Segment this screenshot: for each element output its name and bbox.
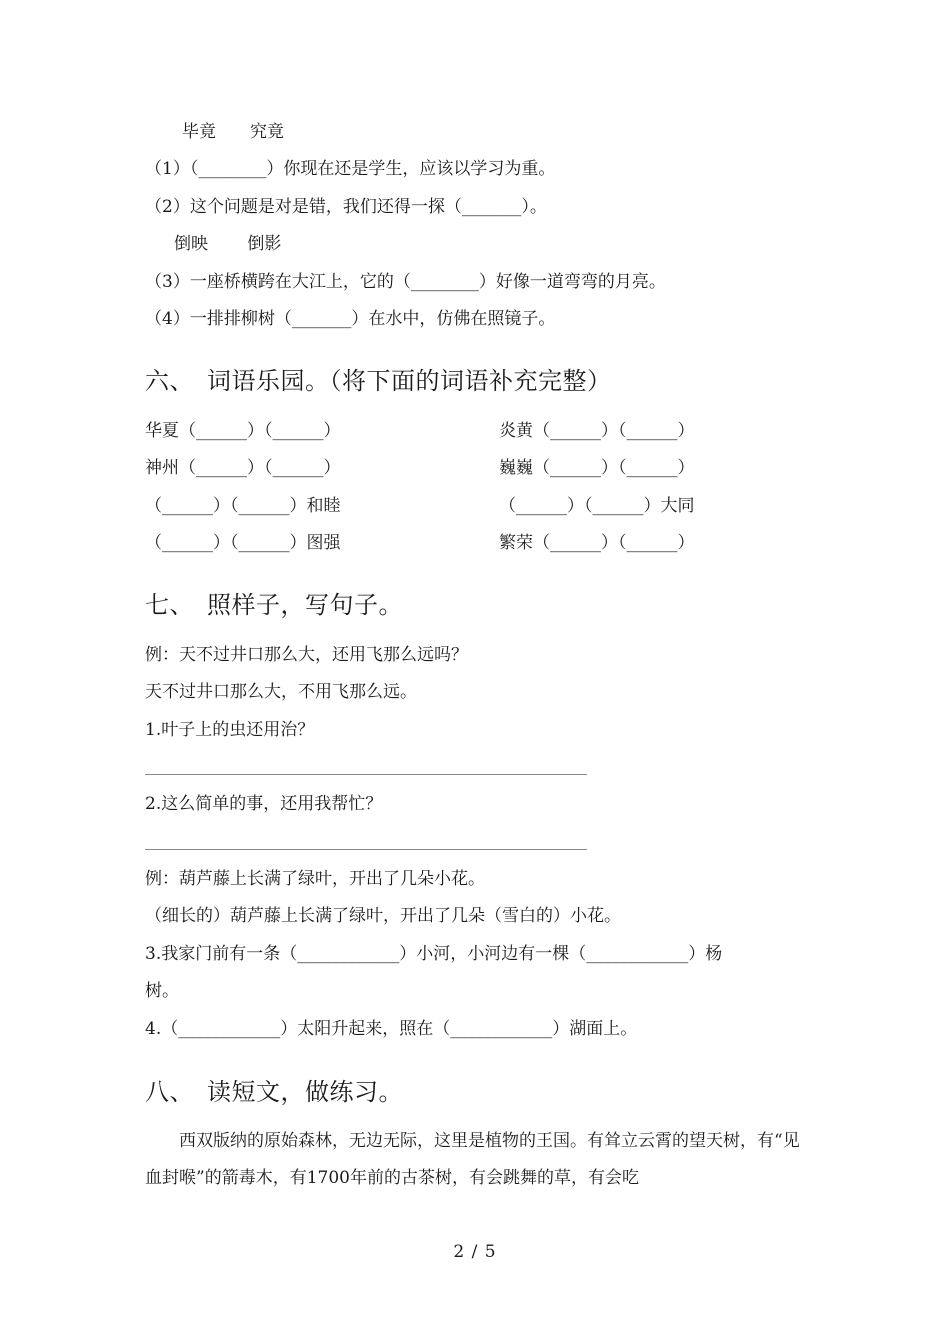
- example-1-answer: 天不过井口那么大，不用飞那么远。: [145, 682, 417, 702]
- question-2: （2）这个问题是对是错，我们还得一探（_______）。: [145, 197, 547, 217]
- question-3: （3）一座桥横跨在大江上，它的（________）好像一道弯弯的月亮。: [145, 272, 666, 292]
- idiom-left-1: 华夏（______）（______）: [145, 421, 341, 441]
- answer-line-2[interactable]: [145, 849, 587, 850]
- idiom-left-4: （______）（______）图强: [145, 533, 341, 553]
- answer-line-1[interactable]: [145, 774, 587, 775]
- word-choice-pair-2: 倒映 倒影: [174, 234, 282, 254]
- question-1: （1）（________）你现在还是学生，应该以学习为重。: [145, 159, 556, 179]
- section-6-title: 词语乐园。（将下面的词语补充完整）: [207, 367, 612, 395]
- rewrite-question-3-line-1: 3.我家门前有一条（____________）小河，小河边有一棵（____________）杨: [145, 944, 723, 964]
- rewrite-question-3: [145, 942, 795, 966]
- section-7-heading: [145, 589, 403, 621]
- idiom-left-2: 神州（______）（______）: [145, 458, 341, 478]
- idiom-right-4: 繁荣（______）（______）: [499, 533, 695, 553]
- idiom-right-3: （______）（______）大同: [499, 496, 695, 516]
- idiom-right-1: 炎黄（______）（______）: [499, 421, 695, 441]
- section-6-number: 六、: [145, 367, 194, 395]
- example-2-question: 例：葫芦藤上长满了绿叶，开出了几朵小花。: [145, 869, 485, 889]
- section-8-title: 读短文，做练习。: [207, 1078, 403, 1106]
- example-1-question: 例：天不过井口那么大，还用飞那么远吗？: [145, 645, 468, 665]
- section-8-heading: [145, 1076, 403, 1108]
- section-7-number: 七、: [145, 591, 194, 619]
- reading-passage: 西双版纳的原始森林，无边无际，这里是植物的王国。有耸立云霄的望天树，有“见血封喉”的箭毒木，有1700年前的古茶树，有会跳舞的草，有会吃: [145, 1131, 800, 1188]
- example-2-answer: （细长的）葫芦藤上长满了绿叶，开出了几朵（雪白的）小花。: [145, 906, 621, 926]
- section-7-title: 照样子，写句子。: [207, 591, 403, 619]
- section-8-number: 八、: [145, 1078, 194, 1106]
- page-number: 2 / 5: [453, 1242, 497, 1262]
- rewrite-question-4: 4.（____________）太阳升起来，照在（____________）湖面上。: [145, 1019, 638, 1039]
- rewrite-question-2: 2.这么简单的事，还用我帮忙？: [145, 794, 383, 814]
- idiom-right-2: 巍巍（______）（______）: [499, 458, 695, 478]
- rewrite-question-3-line-2: 树。: [145, 981, 179, 1001]
- rewrite-question-1: 1.叶子上的虫还用治？: [145, 720, 315, 740]
- question-4: （4）一排排柳树（_______）在水中，仿佛在照镜子。: [145, 309, 556, 329]
- word-choice-pair-1: 毕竟 究竟: [182, 122, 284, 142]
- idiom-left-3: （______）（______）和睦: [145, 496, 341, 516]
- section-6-heading: [145, 365, 612, 397]
